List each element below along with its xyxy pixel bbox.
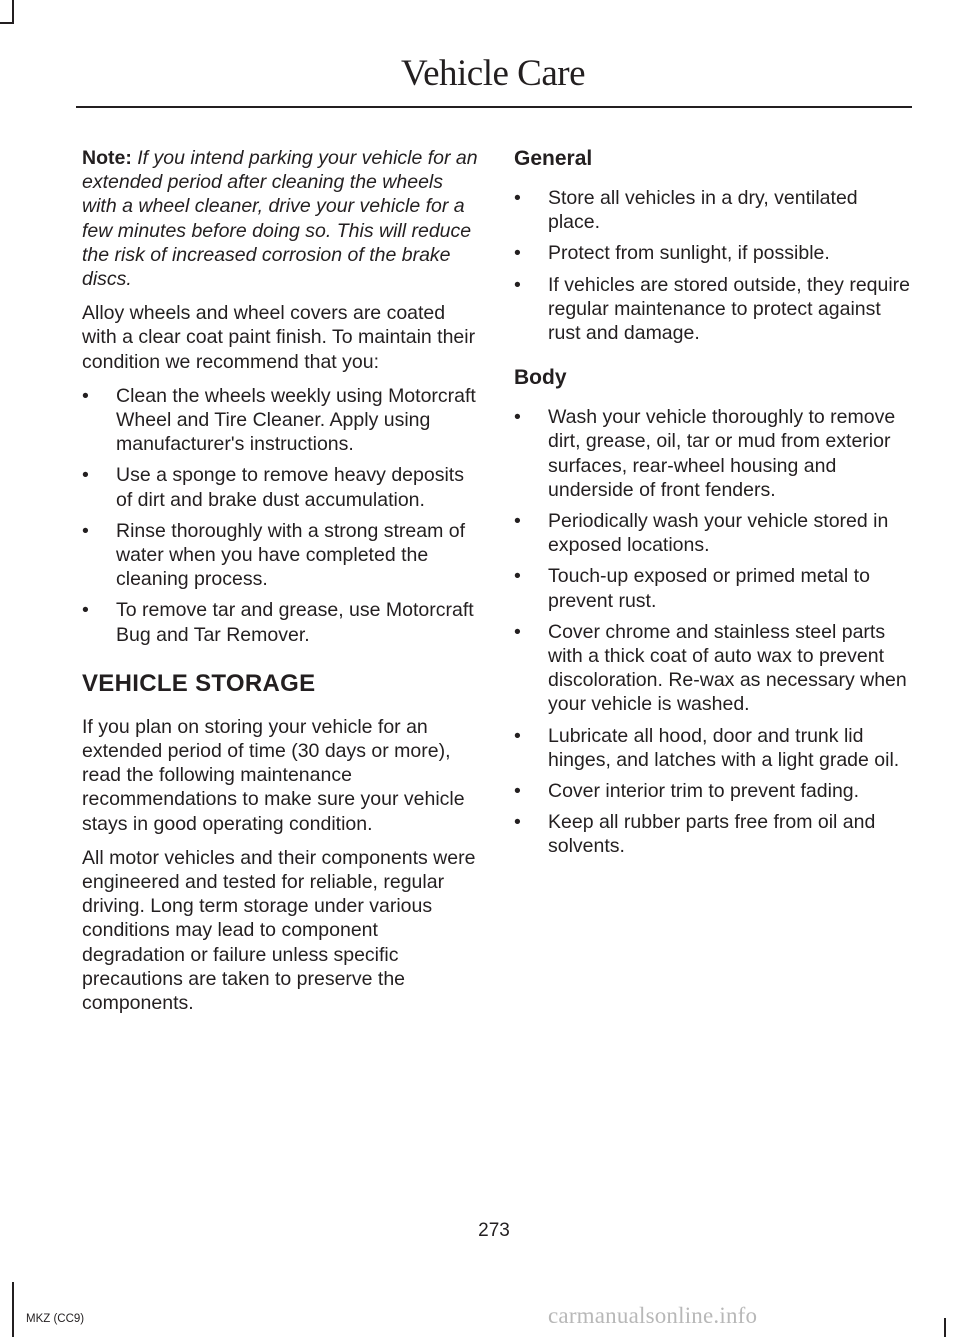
bullet-icon: •	[514, 187, 521, 209]
note-label: Note:	[82, 147, 132, 169]
model-code: MKZ (CC9)	[26, 1313, 85, 1325]
list-item: • Keep all rubber parts free from oil and solvents.	[514, 811, 876, 858]
subheading-body: Body	[514, 366, 567, 390]
section-heading-vehicle-storage: VEHICLE STORAGE	[82, 669, 316, 697]
list-item: • Store all vehicles in a dry, ventilated place.	[514, 187, 858, 234]
subheading-general: General	[514, 147, 593, 170]
bullet-icon: •	[514, 780, 521, 803]
list-item: • Periodically wash your vehicle stored in exposed locations.	[514, 510, 889, 557]
bullet-icon: •	[514, 406, 521, 429]
list-item: • Touch-up exposed or primed metal to prevent rust.	[514, 565, 870, 612]
body-list	[514, 405, 914, 858]
note-text: If you intend parking your vehicle for an extended period after cleaning the wheels with a wheel cleaner, drive your vehicle for a few minutes before doing so. This will reduce the risk of increased corrosion of the brake discs.	[82, 147, 478, 291]
watermark: carmanualsonline.info	[548, 1303, 758, 1328]
bullet-icon: •	[514, 273, 521, 296]
crop-mark-bottom-left	[12, 1282, 14, 1337]
list-item: • Wash your vehicle thoroughly to remove dirt, grease, oil, tar or mud from exterior surfaces, rear-wheel housing and underside of front fenders.	[514, 406, 896, 501]
list-item: • Clean the wheels weekly using Motorcraft Wheel and Tire Cleaner. Apply using manufacturer's instructions.	[82, 384, 476, 456]
crop-mark-top-left	[12, 0, 14, 24]
bullet-icon: •	[82, 519, 89, 542]
bullet-icon: •	[514, 724, 521, 747]
bullet-icon: •	[514, 620, 521, 643]
page-number: 273	[478, 1220, 510, 1241]
list-item: • Rinse thoroughly with a strong stream of water when you have completed the cleaning process.	[82, 519, 466, 591]
wheel-care-list	[82, 384, 478, 647]
left-column	[82, 146, 478, 1025]
page-header-title: Vehicle Care	[400, 53, 585, 94]
list-item: • Cover chrome and stainless steel parts with a thick coat of auto wax to prevent discoloration. Re-wax as necessary when your vehicle is washed.	[514, 620, 907, 716]
list-item: • Cover interior trim to prevent fading.	[514, 780, 860, 803]
list-item: • Lubricate all hood, door and trunk lid hinges, and latches with a light grade oil.	[514, 724, 900, 771]
note-paragraph	[82, 146, 478, 291]
storage-paragraph-2: All motor vehicles and their components were engineered and tested for reliable, regular driving. Long term storage under various conditions may lead to component degradation or failure unless specific precautions are taken to preserve the components.	[82, 846, 476, 1015]
bullet-icon: •	[514, 242, 521, 265]
bullet-icon: •	[514, 811, 521, 834]
list-item: • To remove tar and grease, use Motorcraft Bug and Tar Remover.	[82, 599, 474, 646]
list-item: • Use a sponge to remove heavy deposits of dirt and brake dust accumulation.	[82, 464, 464, 511]
bullet-icon: •	[514, 510, 521, 533]
storage-paragraph-1: If you plan on storing your vehicle for an extended period of time (30 days or more), read the following maintenance recommendations to make sure your vehicle stays in good operating condition.	[82, 715, 465, 835]
list-item: • Protect from sunlight, if possible.	[514, 242, 830, 265]
list-item: • If vehicles are stored outside, they require regular maintenance to protect against rust and damage.	[514, 273, 911, 345]
crop-mark-bottom-right	[944, 1318, 946, 1337]
bullet-icon: •	[82, 384, 89, 407]
bullet-icon: •	[514, 565, 521, 588]
general-list	[514, 186, 914, 345]
right-column	[514, 146, 914, 869]
bullet-icon: •	[82, 599, 89, 622]
alloy-intro: Alloy wheels and wheel covers are coated with a clear coat paint finish. To maintain their condition we recommend that you:	[82, 302, 476, 373]
bullet-icon: •	[82, 464, 89, 487]
crop-mark-top-left-h	[0, 22, 14, 24]
header-rule	[76, 106, 912, 108]
